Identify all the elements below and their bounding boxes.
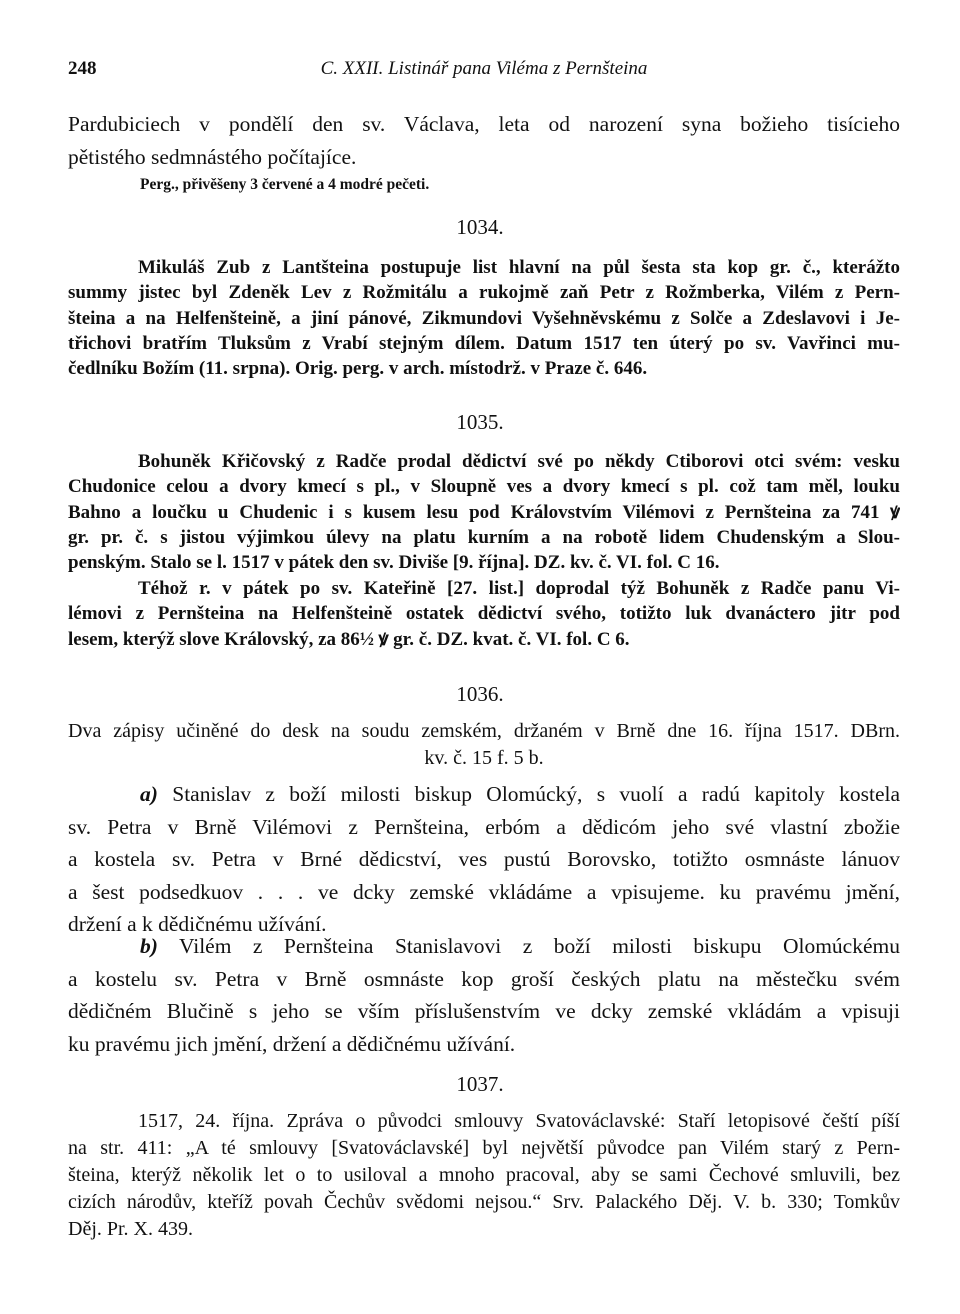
entry-1034 [68, 255, 900, 381]
text-line: lémovi z Pernšteina na Helfenšteině ostatek dědictví svého, totižto luk dvanáctero jitr pod [68, 603, 900, 625]
text-line: kv. č. 15 f. 5 b. [424, 747, 544, 769]
text-line: šteina a na Helfenšteině, a jiní pánové, Zikmundovi Vyšehněvskému z Solče a Zdeslavovi i Je- [68, 307, 900, 329]
entry-number: 1035. [456, 410, 504, 434]
text-line: Dva zápisy učiněné do desk na soudu zemském, držaném v Brně dne 16. října 1517. DBrn. [68, 720, 900, 742]
entry-1035-paragraph-1 [68, 449, 900, 575]
entry-1037 [68, 1108, 900, 1243]
entry-1036-heading [68, 718, 900, 772]
entry-1036-item-a [68, 778, 900, 941]
text-line: ku pravému jich jmění, držení a dědičnému užívání. [68, 1031, 516, 1056]
text-line: Bahno a loučku u Chudenic i s kusem lesu pod Královstvím Vilémovi z Pernšteina za 741 ꝟ [68, 501, 900, 523]
text-line: držení a k dědičnému užívání. [68, 912, 327, 936]
text-line: Mikuláš Zub z Lantšteina postupuje list hlavní na půl šesta sta kop gr. č., kterážto [138, 257, 900, 278]
text-line: a kostela sv. Petra v Brné dědicství, ves pustú Borovsko, totižto osmnáste lánuov [68, 847, 900, 871]
text-line: Bohuněk Křičovský z Radče prodal dědictví své po někdy Ctiborovi otci svém: vesku [138, 451, 900, 472]
text-line: Pardubiciech v pondělí den sv. Václava, leta od narození syna božieho tisícieho [68, 112, 900, 136]
entry-1035-paragraph-2 [68, 576, 900, 652]
text-line: cizích národův, kteříž povah Čechův svědomi nejsou.“ Srv. Palackého Děj. V. b. 330; Tomkův [68, 1191, 900, 1213]
text-line: a kostelu sv. Petra v Brně osmnáste kop groší českých platu na městečku svém [68, 966, 900, 991]
item-label: a) [140, 782, 158, 806]
text-line: 1517, 24. října. Zpráva o původci smlouvy Svatováclavské: Staří letopisové čeští píší [138, 1110, 900, 1132]
text-line: gr. pr. č. s jistou výjimkou úlevy na platu kurním a na robotě lidem Chudenským a Slou- [68, 526, 900, 548]
entry-number: 1037. [456, 1072, 504, 1096]
text-line: Vilém z Pernšteina Stanislavovi z boží milosti biskupu Olomúckému [179, 934, 900, 958]
text-line: penským. Stalo se l. 1517 v pátek den sv. Diviše [9. října]. DZ. kv. č. VI. fol. C 16. [68, 552, 720, 574]
text-line: Chudonice celou a dvory kmecí s pl., v Sloupně ves a dvory kmecí s pl. což tam měl, louku [68, 476, 900, 498]
text-line: na str. 411: „A té smlouvy [Svatováclavské] byl největší původce pan Vilém starý z Pern- [68, 1137, 900, 1159]
text-line: summy jistec byl Zdeněk Lev z Rožmitálu a rukojmě zaň Petr z Rožmberka, Vilém z Pern- [68, 282, 900, 304]
running-title: C. XXII. Listinář pana Viléma z Pernšteina [320, 58, 648, 79]
intro-paragraph [68, 108, 900, 173]
text-line: pětistého sedmnástého počítajíce. [68, 144, 357, 169]
text-line: a šest podsedkuov . . . ve dcky zemské vkládáme a vpisujeme. ku pravému jmění, [68, 879, 900, 904]
entry-1036-item-b [68, 930, 900, 1060]
text-line: šteina, kterýž několik let o to usiloval a mnoho pracoval, aby se sami Čechové smluvili, bez [68, 1164, 900, 1186]
text-line: Stanislav z boží milosti biskup Olomúcký, s vuolí a radú kapitoly kostela [172, 782, 900, 806]
page-number: 248 [68, 58, 97, 79]
text-line: třichovi bratřím Tluksům z Vrabí stejným dílem. Datum 1517 ten úterý po sv. Vavřinci mu- [68, 332, 900, 354]
text-line: čedlníku Božím (11. srpna). Orig. perg. v arch. místodrž. v Praze č. 646. [68, 358, 648, 380]
item-label: b) [140, 934, 158, 958]
entry-number: 1034. [456, 215, 504, 239]
text-line: dědičném Blučině s jeho se vším příslušenstvím ve dcky zemské vkládám a vpisuji [68, 999, 900, 1023]
text-line: Děj. Pr. X. 439. [68, 1218, 193, 1240]
text-line: Téhož r. v pátek po sv. Kateřině [27. list.] doprodal týž Bohuněk z Radče panu Vi- [138, 578, 900, 599]
text-line: sv. Petra v Brně Vilémovi z Pernšteina, erbóm a dědicóm jeho své vlastní zbožie [68, 814, 900, 839]
intro-note: Perg., přivěšeny 3 červené a 4 modré pečeti. [140, 176, 430, 193]
entry-number: 1036. [456, 682, 504, 706]
page-header [68, 58, 900, 88]
text-line: lesem, kterýž slove Královský, za 86½ ꝟ gr. č. DZ. kvat. č. VI. fol. C 6. [68, 628, 630, 650]
